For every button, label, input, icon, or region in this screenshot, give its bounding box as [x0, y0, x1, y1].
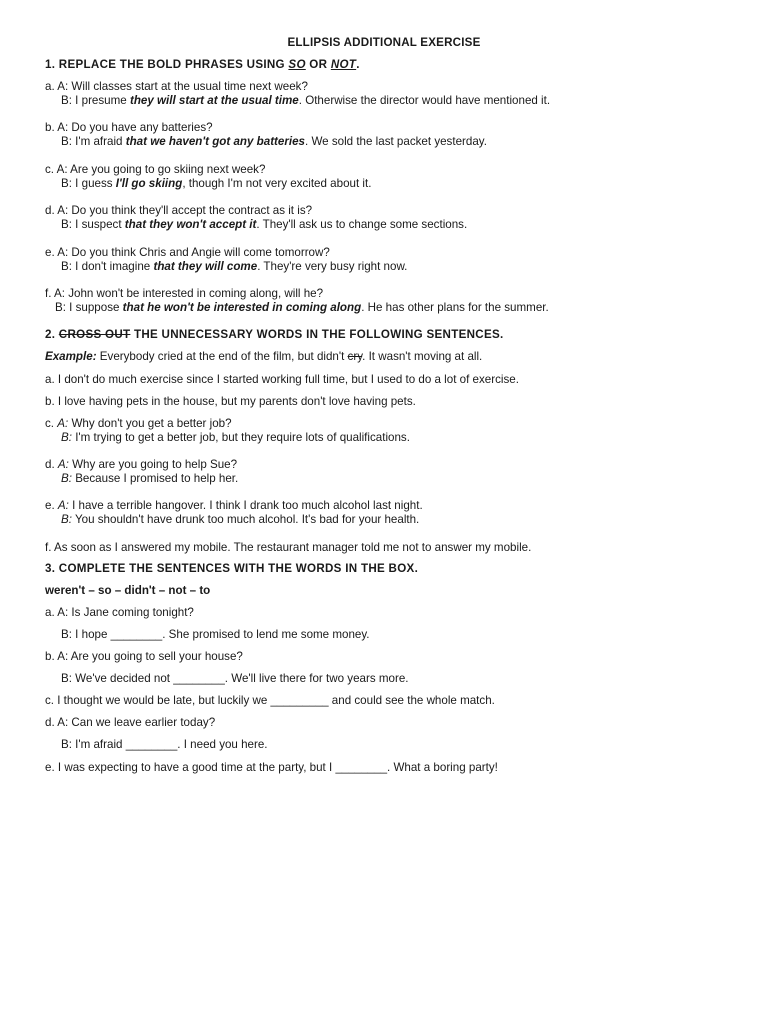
s1-f-question: f. A: John won't be interested in coming along, will he?	[45, 287, 324, 300]
section-2-heading: 2. CROSS OUT THE UNNECESSARY WORDS IN THE FOLLOWING SENTENCES.	[45, 328, 504, 341]
bold-phrase: that he won't be interested in coming along	[122, 301, 362, 314]
section-1-heading: 1. REPLACE THE BOLD PHRASES USING SO OR NOT.	[45, 58, 360, 71]
s3-a-question: a. A: Is Jane coming tonight?	[45, 606, 194, 619]
s3-d-question: d. A: Can we leave earlier today?	[45, 716, 216, 729]
bold-phrase: I'll go skiing	[115, 177, 183, 190]
word-box: weren't – so – didn't – not – to	[45, 584, 211, 597]
s1-e-answer: B: I don't imagine that they will come. They're very busy right now.	[61, 260, 408, 273]
s2-c-question: c. A: Why don't you get a better job?	[45, 417, 232, 430]
so-word: SO	[288, 58, 306, 71]
s2-b: b. I love having pets in the house, but my parents don't love having pets.	[45, 395, 416, 408]
not-word: NOT	[330, 58, 357, 71]
s1-a-answer: B: I presume they will start at the usual time. Otherwise the director would have mentioned it.	[61, 94, 551, 107]
bold-phrase: that we haven't got any batteries	[125, 135, 305, 148]
s2-example: Example: Everybody cried at the end of the film, but didn't cry. It wasn't moving at all.	[45, 350, 483, 363]
s2-f: f. As soon as I answered my mobile. The restaurant manager told me not to answer my mobile.	[45, 541, 532, 554]
s1-b-answer: B: I'm afraid that we haven't got any batteries. We sold the last packet yesterday.	[61, 135, 487, 148]
example-label: Example:	[45, 350, 97, 363]
s1-f-answer: B: I suppose that he won't be interested in coming along. He has other plans for the summer.	[55, 301, 549, 314]
s2-a: a. I don't do much exercise since I started working full time, but I used to do a lot of exercise.	[45, 373, 519, 386]
s1-c-answer: B: I guess I'll go skiing, though I'm not very excited about it.	[61, 177, 372, 190]
s3-b-answer: B: We've decided not ________. We'll live there for two years more.	[61, 672, 409, 685]
page-title: ELLIPSIS ADDITIONAL EXERCISE	[287, 36, 481, 49]
s3-c: c. I thought we would be late, but luckily we _________ and could see the whole match.	[45, 694, 495, 707]
s1-e-question: e. A: Do you think Chris and Angie will come tomorrow?	[45, 246, 330, 259]
s1-b-question: b. A: Do you have any batteries?	[45, 121, 213, 134]
bold-phrase: they will start at the usual time	[129, 94, 299, 107]
bold-phrase: that they will come	[153, 260, 258, 273]
s3-a-answer: B: I hope ________. She promised to lend me some money.	[61, 628, 370, 641]
s1-c-question: c. A: Are you going to go skiing next week?	[45, 163, 266, 176]
struck-word: cry	[347, 350, 363, 363]
s2-d-answer: B: Because I promised to help her.	[61, 472, 239, 485]
s2-d-question: d. A: Why are you going to help Sue?	[45, 458, 238, 471]
cross-out-word: CROSS OUT	[58, 328, 131, 341]
s3-d-answer: B: I'm afraid ________. I need you here.	[61, 738, 268, 751]
s1-d-answer: B: I suspect that they won't accept it. They'll ask us to change some sections.	[61, 218, 468, 231]
s2-e-answer: B: You shouldn't have drunk too much alcohol. It's bad for your health.	[61, 513, 420, 526]
s2-c-answer: B: I'm trying to get a better job, but they require lots of qualifications.	[61, 431, 410, 444]
bold-phrase: that they won't accept it	[124, 218, 257, 231]
s2-e-question: e. A: I have a terrible hangover. I think I drank too much alcohol last night.	[45, 499, 423, 512]
section-3-heading: 3. COMPLETE THE SENTENCES WITH THE WORDS IN THE BOX.	[45, 562, 419, 575]
s1-d-question: d. A: Do you think they'll accept the contract as it is?	[45, 204, 313, 217]
s3-e: e. I was expecting to have a good time at the party, but I ________. What a boring party!	[45, 761, 498, 774]
s1-a-question: a. A: Will classes start at the usual time next week?	[45, 80, 308, 93]
s3-b-question: b. A: Are you going to sell your house?	[45, 650, 243, 663]
